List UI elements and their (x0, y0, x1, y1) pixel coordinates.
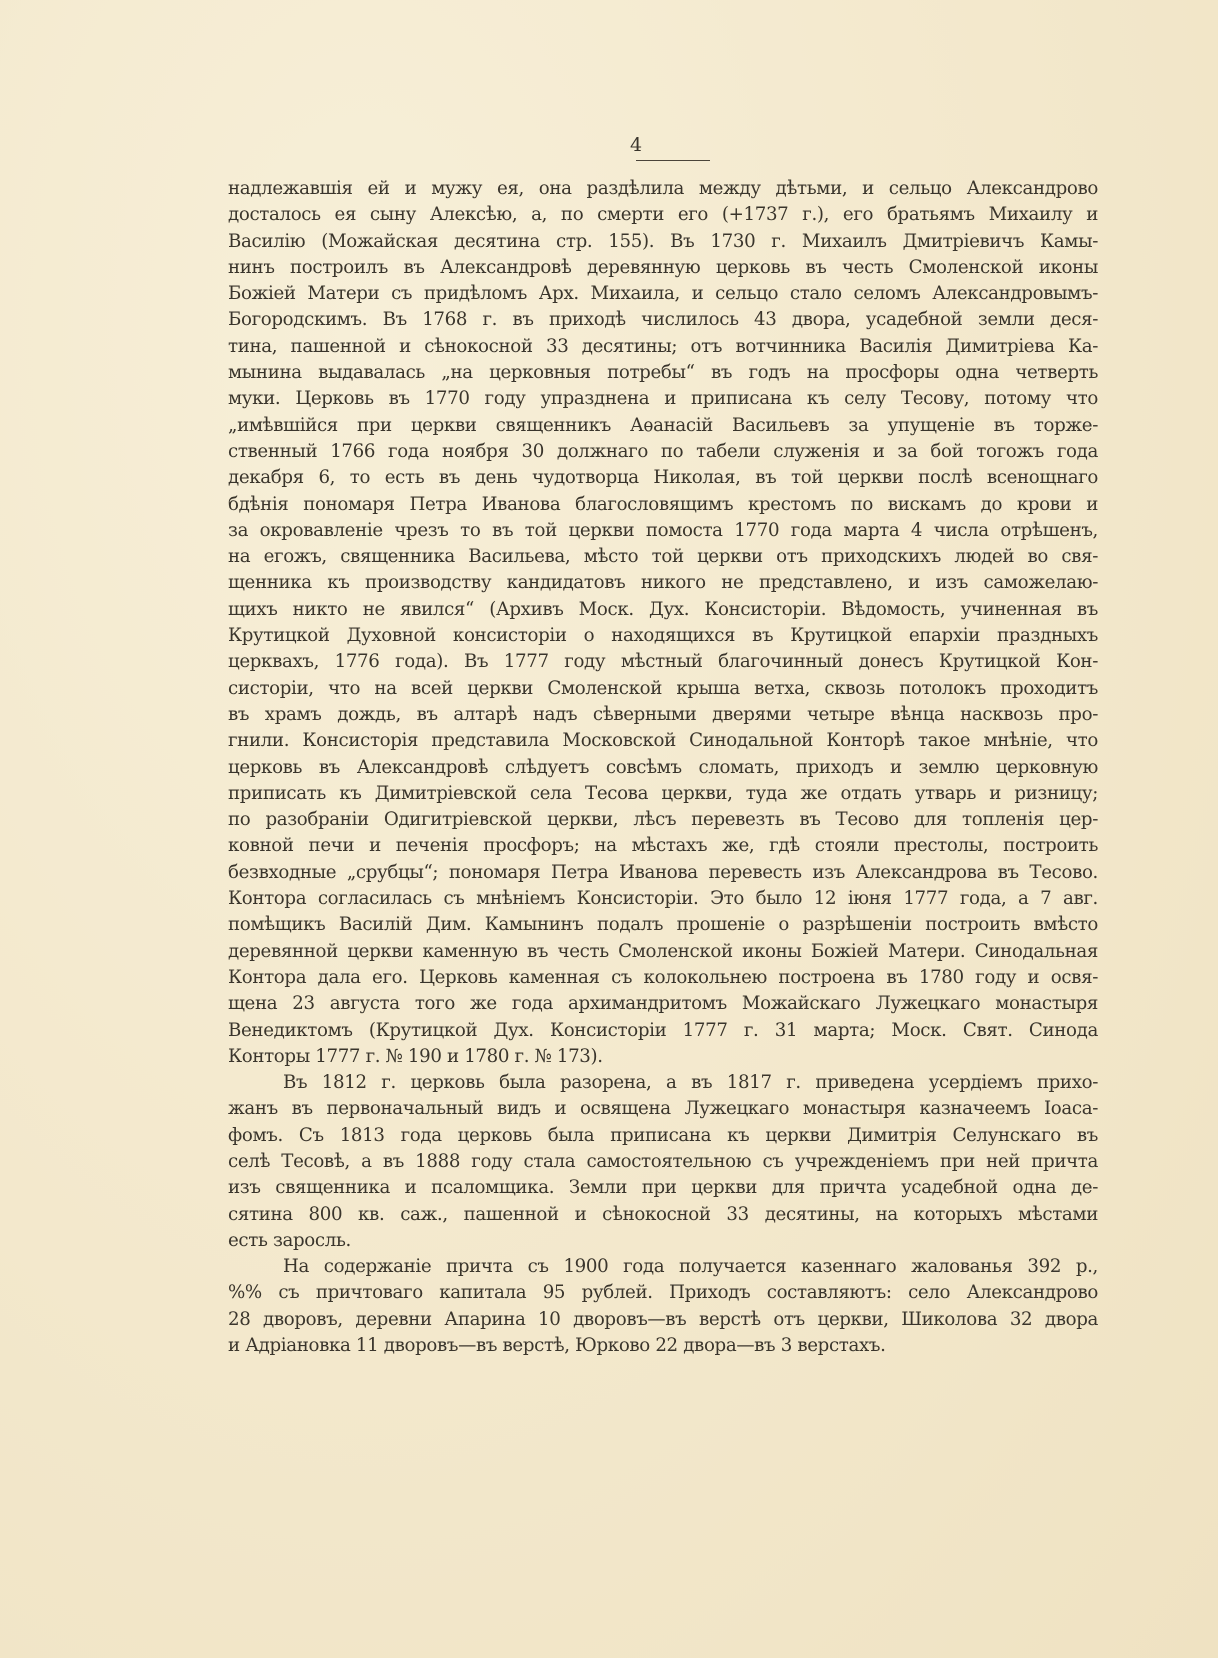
text-line: щихъ никто не явился“ (Архивъ Моск. Дух. Консисторіи. Вѣдомость, учиненная въ (228, 598, 1098, 620)
text-line: помѣщикъ Василій Дим. Камынинъ подалъ прошеніе о разрѣшеніи построить вмѣсто (228, 914, 1098, 936)
text-line: бдѣнія пономаря Петра Иванова благословящимъ крестомъ по вискамъ до крови и (228, 493, 1098, 515)
text-line: щенника къ производству кандидатовъ никого не представлено, и изъ саможелаю- (228, 572, 1098, 594)
text-line: селѣ Тесовѣ, а въ 1888 году стала самостоятельною съ учрежденіемъ при ней причта (228, 1150, 1098, 1172)
text-line: сятина 800 кв. саж., пашенной и сѣнокосной 33 десятины, на которыхъ мѣстами (228, 1203, 1098, 1225)
text-line: и Адріановка 11 дворовъ—въ верстѣ, Юрково 22 двора—въ 3 верстахъ. (228, 1335, 886, 1357)
text-line: за окровавленіе чрезъ то въ той церкви помоста 1770 года марта 4 числа отрѣшенъ, (228, 519, 1098, 541)
text-line: систоріи, что на всей церкви Смоленской крыша ветха, сквозь потолокъ проходитъ (228, 677, 1098, 699)
text-line: Крутицкой Духовной консисторіи о находящихся въ Крутицкой епархіи праздныхъ (228, 625, 1098, 647)
text-line: ковной печи и печенія просфоръ; на мѣстахъ же, гдѣ стояли престолы, построить (228, 835, 1098, 857)
text-line: досталось ея сыну Алексѣю, а, по смерти его (+1737 г.), его братьямъ Михаилу и (228, 204, 1098, 226)
text-line: 28 дворовъ, деревни Апарина 10 дворовъ—въ верстѣ отъ церкви, Шиколова 32 двора (228, 1308, 1098, 1330)
text-line: по разобраніи Одигитріевской церкви, лѣсъ перевезть въ Тесово для топленія цер- (228, 809, 1098, 831)
text-line: Венедиктомъ (Крутицкой Дух. Консисторіи 1777 г. 31 марта; Моск. Свят. Синода (228, 1019, 1098, 1041)
text-line: тина, пашенной и сѣнокосной 33 десятины; отъ вотчинника Василія Димитріева Ка- (228, 335, 1098, 357)
page-number: 4 (629, 134, 643, 156)
text-line: муки. Церковь въ 1770 году упразднена и приписана къ селу Тесову, потому что (228, 388, 1098, 410)
text-line: Богородскимъ. Въ 1768 г. въ приходѣ числилось 43 двора, усадебной земли деся- (228, 309, 1098, 331)
text-line: нинъ построилъ въ Александровѣ деревянную церковь въ честь Смоленской иконы (228, 256, 1098, 278)
text-line: надлежавшія ей и мужу ея, она раздѣлила между дѣтьми, и сельцо Александрово (228, 178, 1098, 199)
text-line: Контора дала его. Церковь каменная съ колокольнею построена въ 1780 году и освя- (228, 966, 1098, 988)
paragraph (228, 1254, 1098, 1359)
text-line: ственный 1766 года ноября 30 должнаго по табели служенія и за бой тогожъ года (228, 440, 1098, 462)
paragraph (228, 1070, 1098, 1254)
text-line: гнили. Консисторія представила Московской Синодальной Конторѣ такое мнѣніе, что (228, 730, 1098, 752)
text-line: деревянной церкви каменную въ честь Смоленской иконы Божіей Матери. Синодальная (228, 940, 1098, 962)
text-line: Контора согласилась съ мнѣніемъ Консисторіи. Это было 12 іюня 1777 года, а 7 авг. (228, 888, 1098, 910)
text-line: Конторы 1777 г. № 190 и 1780 г. № 173). (228, 1045, 603, 1067)
text-line: жанъ въ первоначальный видъ и освящена Лужецкаго монастыря казначеемъ Іоаса- (228, 1098, 1098, 1120)
text-line: на егожъ, священника Васильева, мѣсто той церкви отъ приходскихъ людей во свя- (228, 546, 1098, 568)
text-line: %% съ причтоваго капитала 95 рублей. Приходъ составляютъ: село Александрово (228, 1282, 1098, 1304)
text-line: Въ 1812 г. церковь была разорена, а въ 1817 г. приведена усердіемъ прихо- (283, 1072, 1098, 1094)
text-line: приписать къ Димитріевской села Тесова церкви, туда же отдать утварь и ризницу; (228, 782, 1098, 804)
text-line: Божіей Матери съ придѣломъ Арх. Михаила, и сельцо стало селомъ Александровымъ- (228, 283, 1098, 305)
text-line: мынина выдавалась „на церковныя потребы“ въ годъ на просфоры одна четверть (228, 362, 1098, 384)
text-line: фомъ. Съ 1813 года церковь была приписана къ церкви Димитрія Селунскаго въ (228, 1124, 1098, 1146)
text-line: есть заросль. (228, 1229, 351, 1251)
text-line: въ храмъ дождь, въ алтарѣ надъ сѣверными дверями четыре вѣнца насквозь про- (228, 703, 1098, 725)
text-line: церквахъ, 1776 года). Въ 1777 году мѣстный благочинный донесъ Крутицкой Кон- (228, 651, 1098, 673)
text-line: безвходные „срубцы“; пономаря Петра Иванова перевесть изъ Александрова въ Тесово. (228, 861, 1098, 883)
text-line: изъ священника и псаломщика. Земли при церкви для причта усадебной одна де- (228, 1177, 1098, 1199)
text-line: Василію (Можайская десятина стр. 155). Въ 1730 г. Михаилъ Дмитріевичъ Камы- (228, 230, 1098, 252)
text-line: На содержаніе причта съ 1900 года получается казеннаго жалованья 392 р., (283, 1256, 1098, 1278)
text-line: щена 23 августа того же года архимандритомъ Можайскаго Лужецкаго монастыря (228, 993, 1098, 1015)
text-line: декабря 6, то есть въ день чудотворца Николая, въ той церкви послѣ всенощнаго (228, 467, 1098, 489)
body-text (228, 176, 1098, 1359)
page-number-rule (636, 160, 710, 161)
text-line: „имѣвшійся при церкви священникъ Аѳанасій Васильевъ за упущеніе въ торже- (228, 414, 1098, 436)
text-line: церковь въ Александровѣ слѣдуетъ совсѣмъ сломать, приходъ и землю церковную (228, 756, 1098, 778)
paragraph (228, 176, 1098, 1070)
